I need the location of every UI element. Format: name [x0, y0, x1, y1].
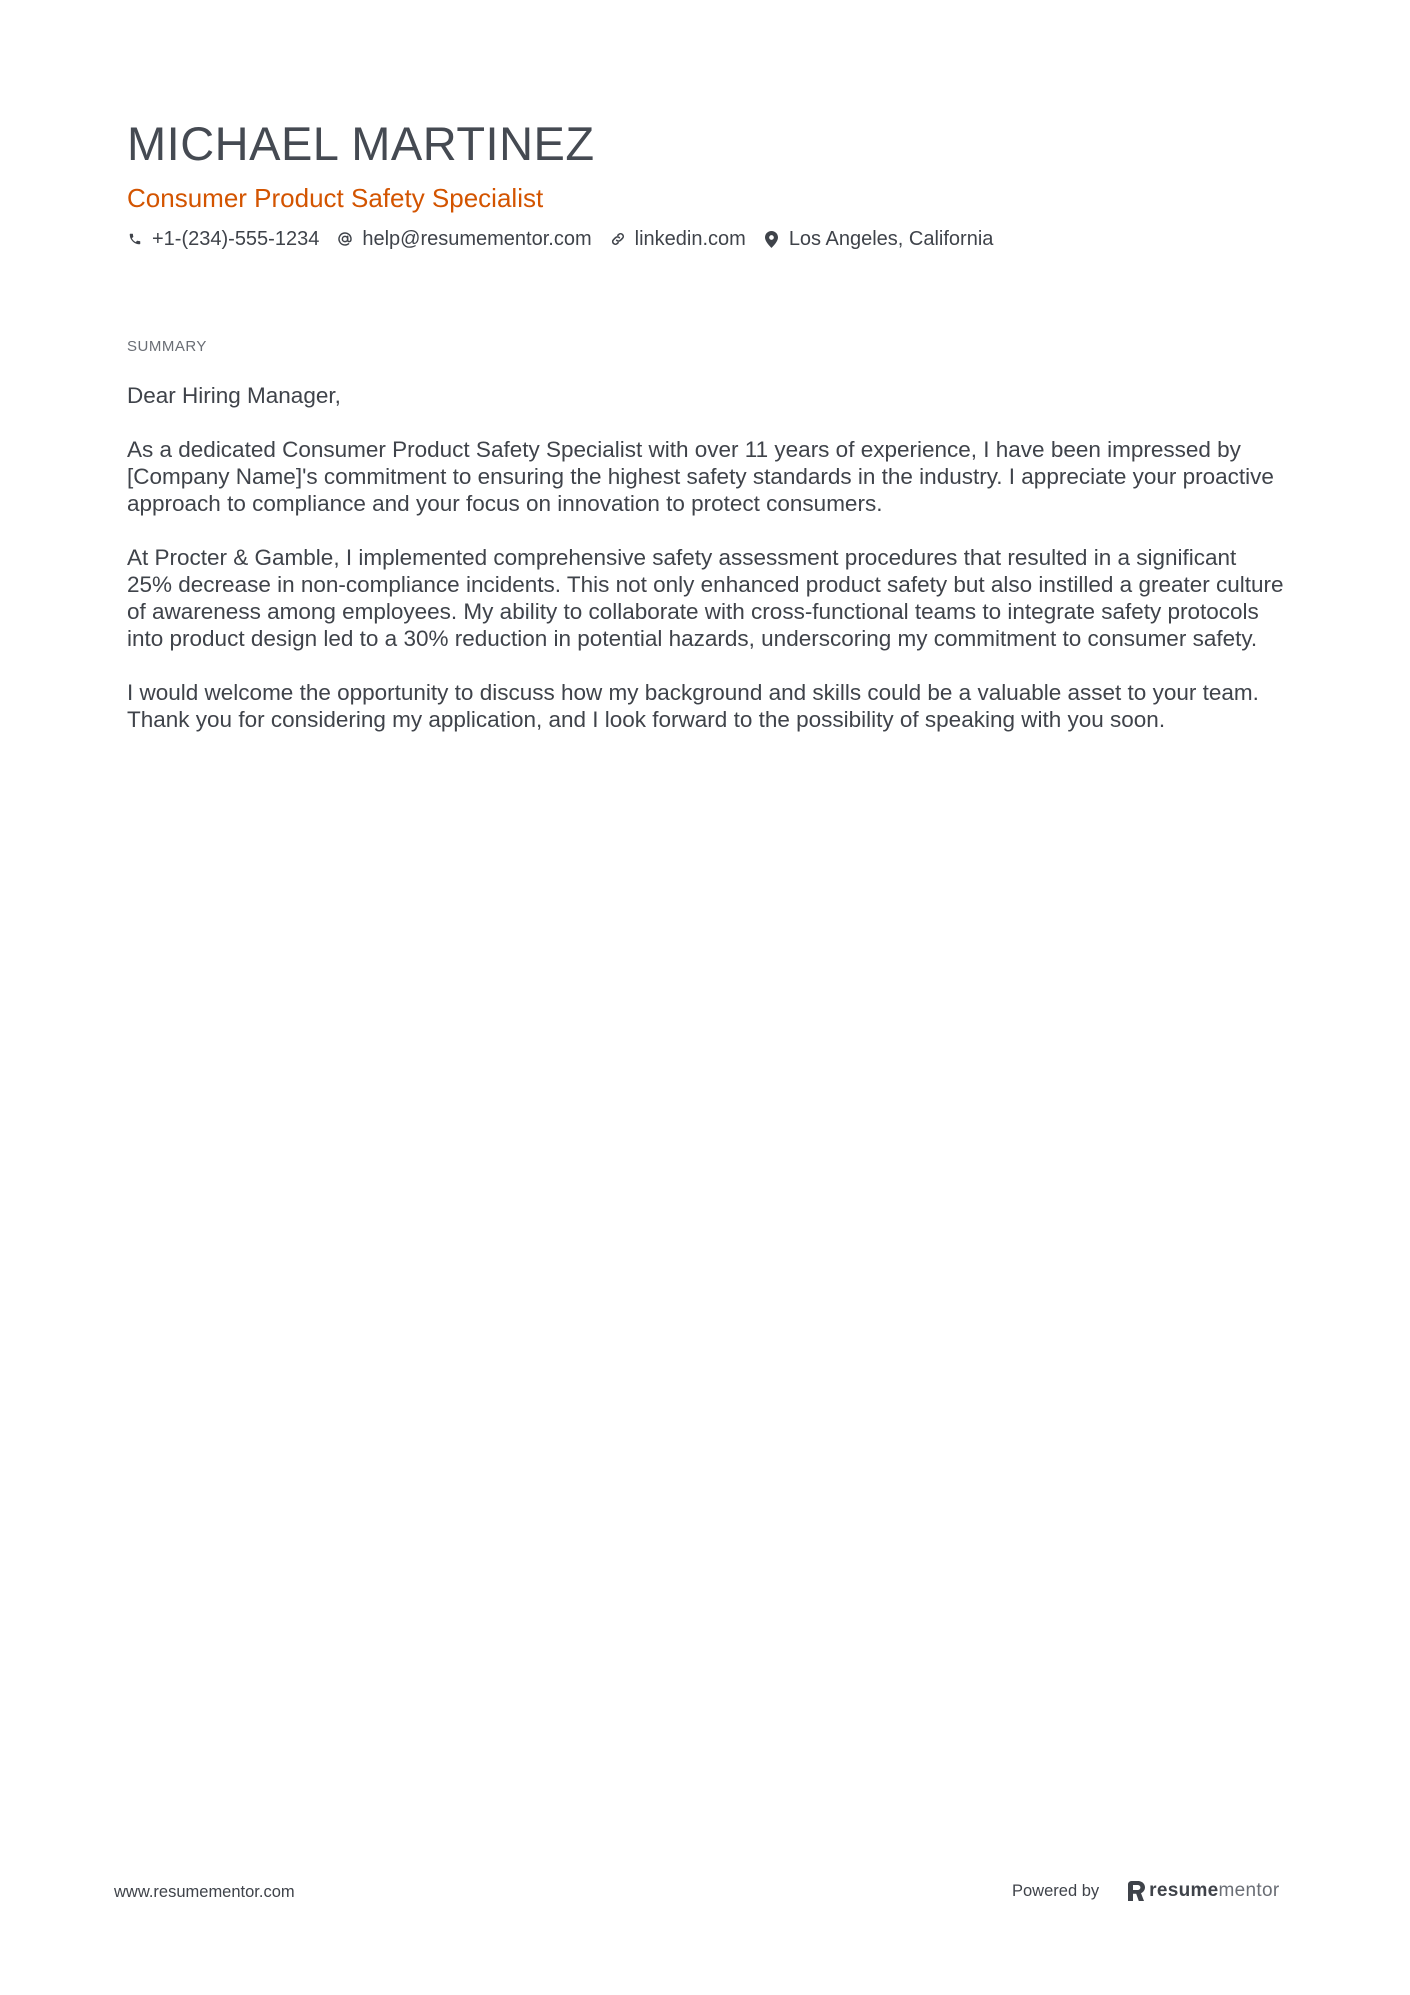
contact-linkedin[interactable]: [610, 226, 746, 252]
job-title: Consumer Product Safety Specialist: [127, 183, 544, 213]
letter-paragraph: As a dedicated Consumer Product Safety Specialist with over 11 years of experience, I have been impressed by [Company Name]'s commitment to ensuring the highest safety standards in the industry. I appreciate your proactive approach to compliance and your focus on innovation to protect consumers.: [127, 437, 1274, 516]
contact-location: [764, 226, 994, 252]
contact-email[interactable]: [337, 226, 591, 252]
resumementor-logo-icon: [1128, 1881, 1145, 1901]
letter-salutation: Dear Hiring Manager,: [127, 383, 341, 408]
link-icon: [610, 230, 626, 248]
letter-paragraph: At Procter & Gamble, I implemented comprehensive safety assessment procedures that resulted in a significant 25% decrease in non-compliance incidents. This not only enhanced product safety but also instilled a greater culture of awareness among employees. My ability to collaborate with cross-functional teams to integrate safety protocols into product design led to a 30% reduction in potential hazards, underscoring my commitment to consumer safety.: [127, 545, 1284, 651]
powered-by: [1012, 1880, 1279, 1902]
powered-by-label: Powered by: [1012, 1882, 1100, 1900]
contact-row: [127, 226, 1011, 252]
contact-phone-text: +1-(234)-555-1234: [152, 228, 320, 250]
resumementor-logo-text: [1149, 1880, 1279, 1902]
candidate-name: MICHAEL MARTINEZ: [127, 117, 595, 170]
contact-email-text: help@resumementor.com: [362, 228, 592, 250]
location-pin-icon: [764, 230, 780, 248]
resumementor-logo[interactable]: [1128, 1880, 1279, 1902]
logo-text-light: mentor: [1218, 1880, 1280, 1901]
logo-text-bold: resume: [1149, 1880, 1219, 1901]
phone-icon: [127, 230, 143, 248]
letter-paragraph: I would welcome the opportunity to discuss how my background and skills could be a valuable asset to your team. Thank you for considering my application, and I look forward to the possibility of speaking with you soon.: [127, 680, 1259, 732]
contact-linkedin-text: linkedin.com: [634, 228, 746, 250]
contact-location-text: Los Angeles, California: [788, 228, 994, 250]
section-label-summary: SUMMARY: [127, 338, 207, 355]
cover-letter-body: [127, 382, 1287, 760]
footer-website-link[interactable]: www.resumementor.com: [114, 1883, 295, 1901]
at-icon: [337, 230, 353, 248]
contact-phone: [127, 226, 319, 252]
